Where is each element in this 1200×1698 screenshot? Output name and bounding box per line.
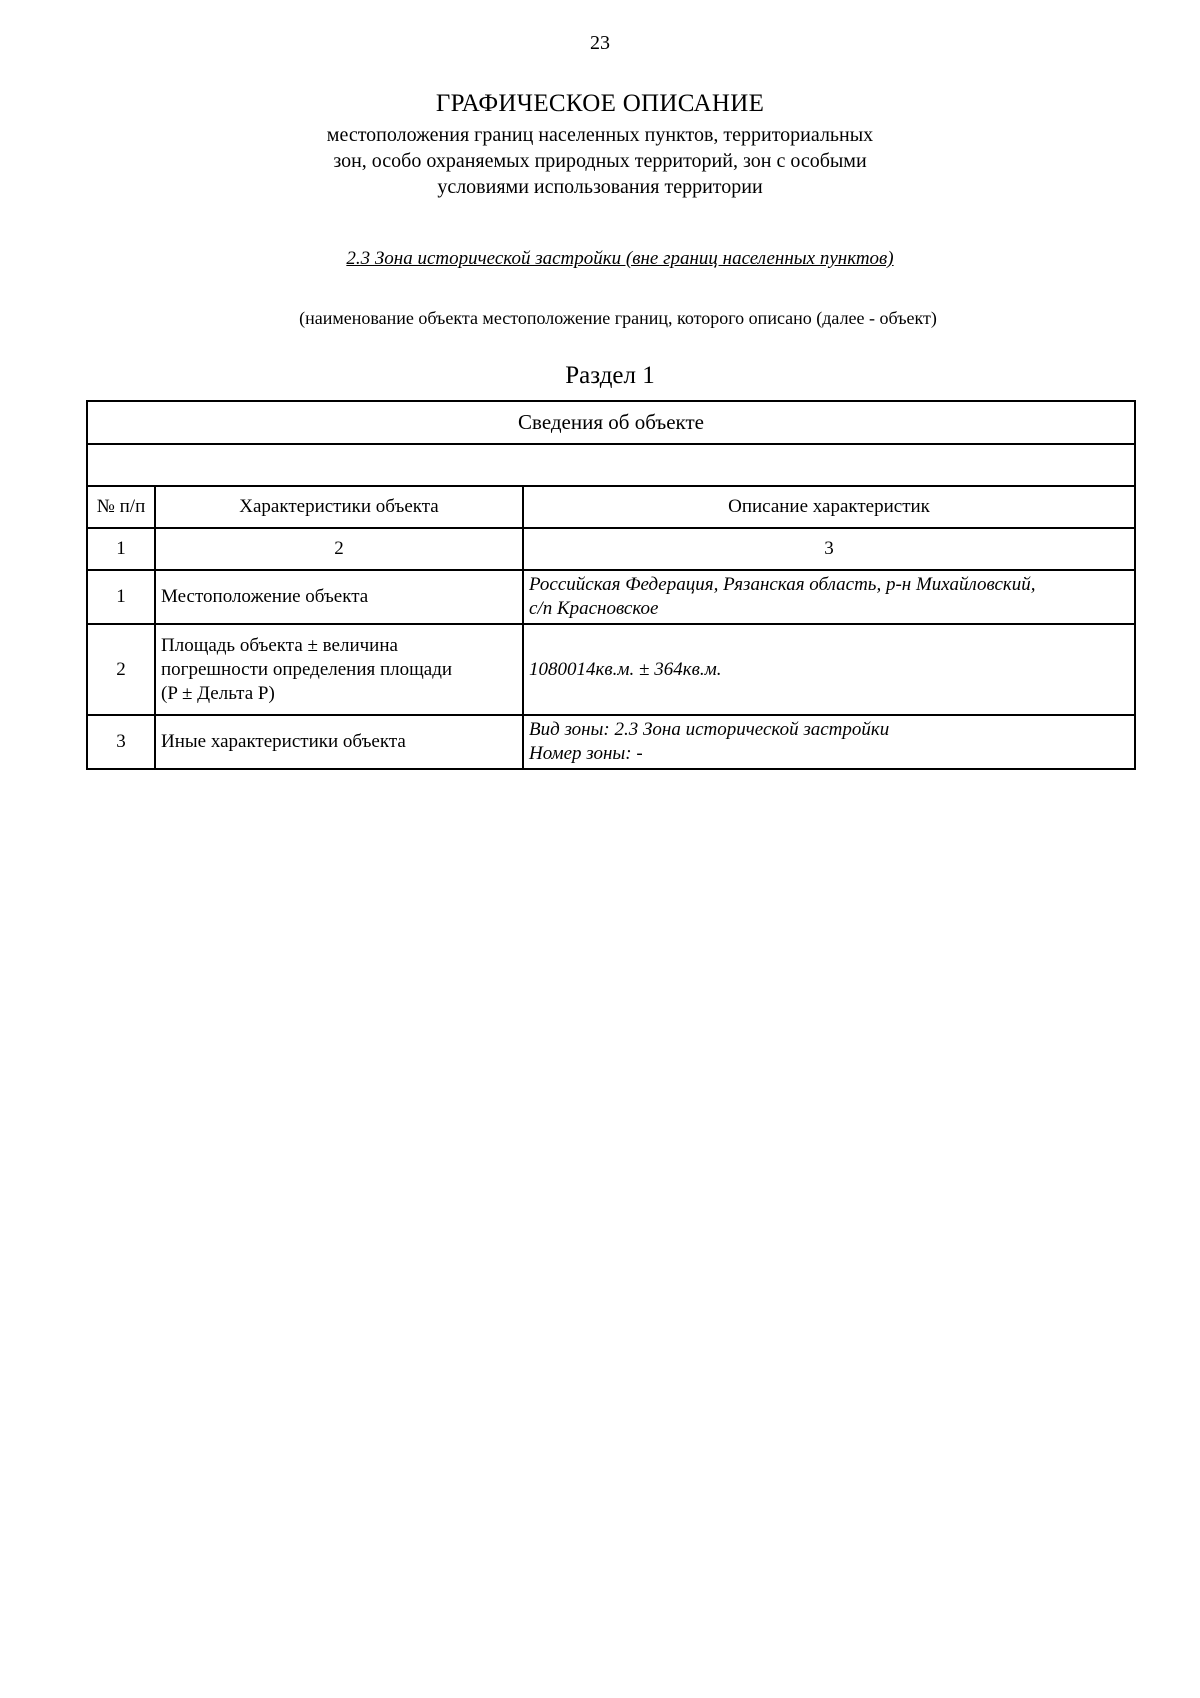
column-number-row bbox=[87, 528, 1135, 570]
row-characteristic bbox=[155, 624, 523, 715]
subtitle-line: условиями использования территории bbox=[437, 176, 763, 198]
object-info-table bbox=[86, 400, 1136, 770]
cell-line: Местоположение объекта bbox=[161, 586, 369, 607]
cell-line: Площадь объекта ± величина bbox=[161, 634, 398, 656]
cell-line: (P ± Дельта P) bbox=[161, 682, 275, 704]
table-row bbox=[87, 624, 1135, 715]
table-row bbox=[87, 570, 1135, 624]
document-title: ГРАФИЧЕСКОЕ ОПИСАНИЕ bbox=[435, 90, 765, 117]
zone-name-text: 2.3 Зона исторической застройки (вне границ населенных пунктов) bbox=[346, 248, 894, 269]
header-description: Описание характеристик bbox=[523, 486, 1135, 528]
zone-caption: (наименование объекта местоположение границ, которого описано (далее - объект) bbox=[299, 308, 937, 328]
cell-line: Иные характеристики объекта bbox=[161, 731, 406, 752]
header-num: № п/п bbox=[87, 486, 155, 528]
cell-line: Номер зоны: - bbox=[529, 743, 643, 764]
row-characteristic bbox=[155, 715, 523, 769]
subtitle-line: местоположения границ населенных пунктов, территориальных bbox=[326, 124, 874, 146]
cell-line: с/п Красновское bbox=[529, 598, 659, 619]
row-number: 3 bbox=[87, 715, 155, 769]
table-caption: Сведения об объекте bbox=[87, 401, 1135, 444]
row-description bbox=[523, 624, 1135, 715]
row-number: 1 bbox=[87, 570, 155, 624]
row-number: 2 bbox=[87, 624, 155, 715]
table-empty-row bbox=[87, 444, 1135, 486]
row-description bbox=[523, 715, 1135, 769]
cell-line: Российская Федерация, Рязанская область, р-н Михайловский, bbox=[529, 574, 1036, 595]
row-description bbox=[523, 570, 1135, 624]
zone-name bbox=[0, 248, 1200, 270]
row-characteristic bbox=[155, 570, 523, 624]
table-header-row bbox=[87, 486, 1135, 528]
subtitle-line: зон, особо охраняемых природных территорий, зон с особыми bbox=[333, 150, 867, 172]
table-caption-row bbox=[87, 401, 1135, 444]
column-number: 2 bbox=[155, 528, 523, 570]
column-number: 3 bbox=[523, 528, 1135, 570]
header-characteristic: Характеристики объекта bbox=[155, 486, 523, 528]
column-number: 1 bbox=[87, 528, 155, 570]
page-number: 23 bbox=[590, 32, 610, 54]
cell-line: Вид зоны: 2.3 Зона исторической застройки bbox=[529, 719, 890, 740]
table-empty-cell bbox=[87, 444, 1135, 486]
document-subtitle bbox=[200, 122, 1000, 200]
section-title: Раздел 1 bbox=[565, 362, 655, 389]
table-row bbox=[87, 715, 1135, 769]
cell-line: погрешности определения площади bbox=[161, 658, 453, 680]
cell-line: 1080014кв.м. ± 364кв.м. bbox=[529, 658, 722, 680]
